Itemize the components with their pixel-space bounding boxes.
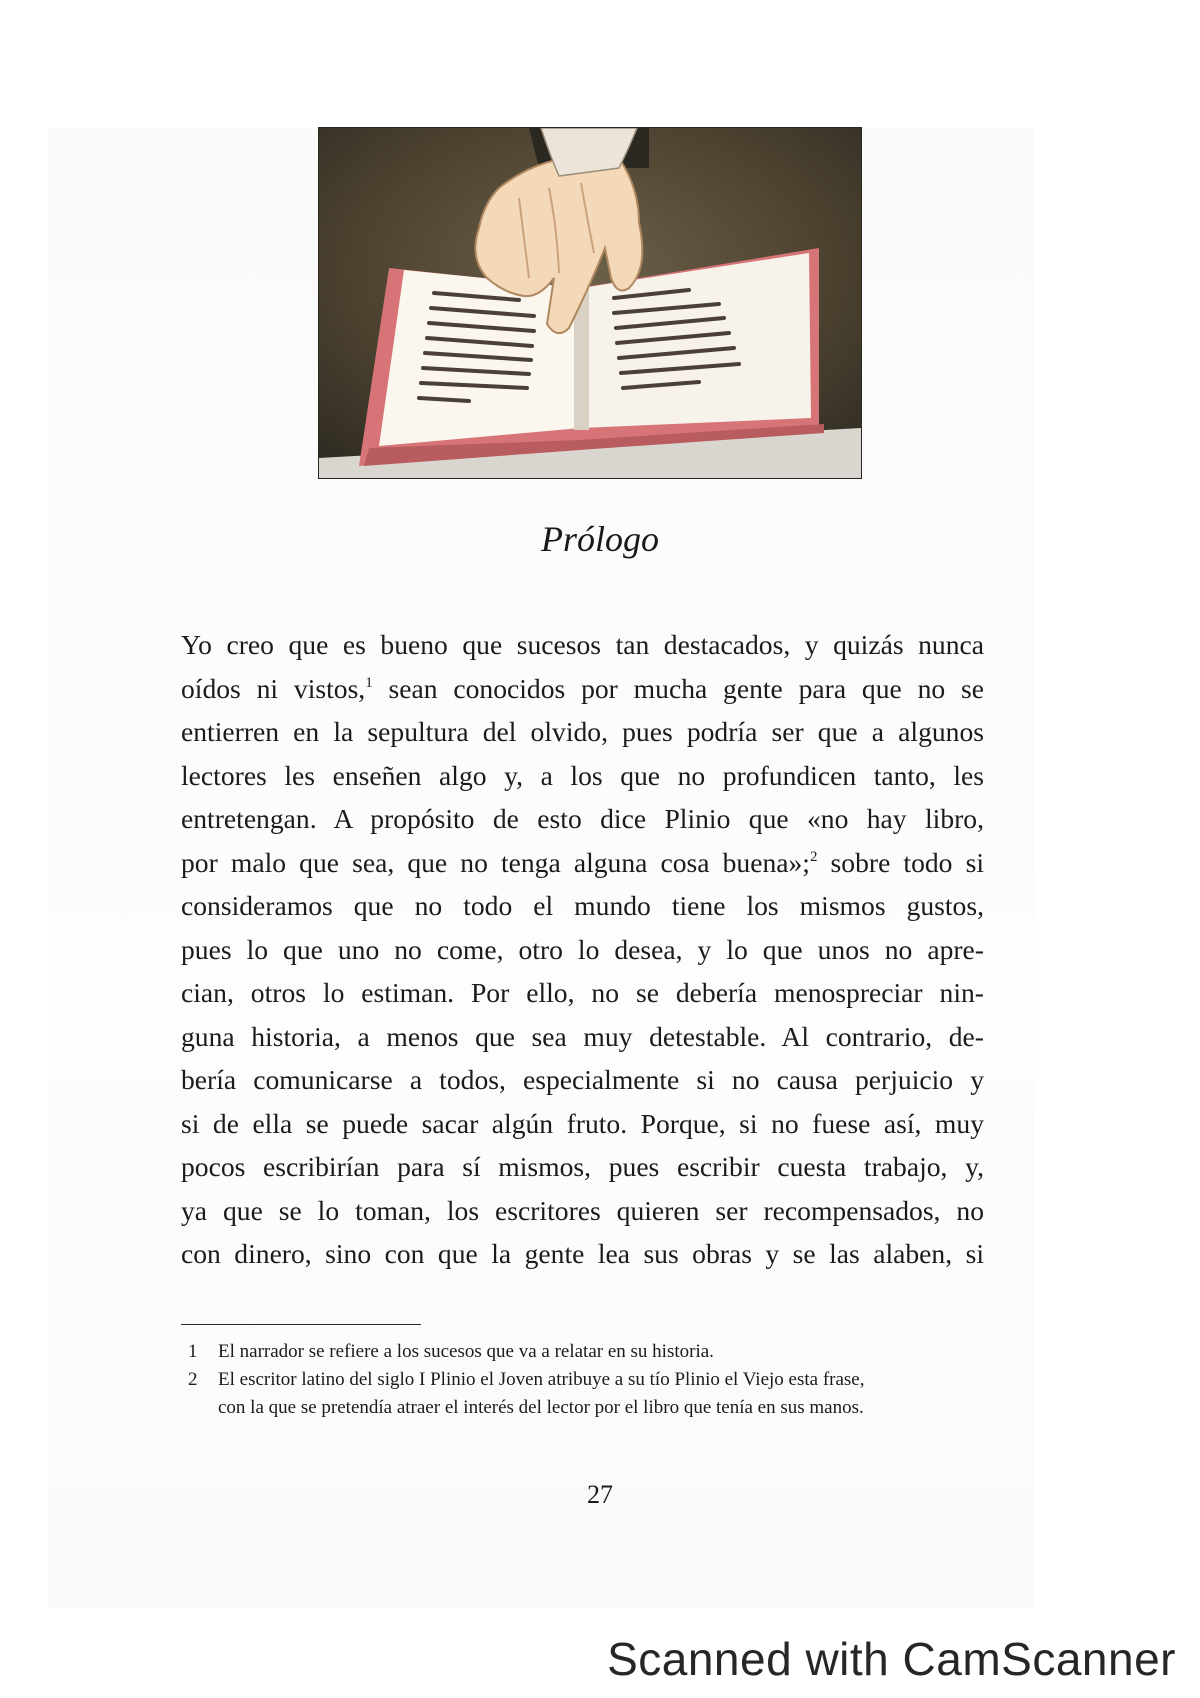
text-line: consideramos que no todo el mundo tiene los mismos gustos, bbox=[181, 890, 984, 921]
footnote-number: 2 bbox=[188, 1369, 198, 1390]
footnote-text bbox=[218, 1338, 988, 1366]
text-line: lectores les enseñen algo y, a los que no profundicen tanto, les bbox=[181, 759, 984, 791]
text-line: bería comunicarse a todos, especialmente si no causa perjuicio y bbox=[181, 1064, 984, 1095]
text-line: pues lo que uno no come, otro lo desea, y lo que unos no apre- bbox=[181, 933, 984, 965]
text-line: oídos ni vistos,$^1$ sean conocidos por mucha gente para que no se bbox=[181, 672, 984, 704]
footnote-line: El escritor latino del siglo I Plinio el Joven atribuye a su tío Plinio el Viejo esta frase, bbox=[218, 1369, 865, 1390]
text-line: si de ella se puede sacar algún fruto. Porque, si no fuese así, muy bbox=[181, 1107, 984, 1139]
footnote-line: con la que se pretendía atraer el interés del lector por el libro que tenía en sus manos. bbox=[218, 1397, 864, 1418]
text-line: ya que se lo toman, los escritores quieren ser recompensados, no bbox=[181, 1194, 984, 1226]
text-line: Yo creo que es bueno que sucesos tan destacados, y quizás nunca bbox=[181, 629, 984, 660]
text-line: entierren en la sepultura del olvido, pues podría ser que a algunos bbox=[181, 716, 984, 747]
footnotes bbox=[188, 1338, 988, 1422]
text-line: cian, otros lo estiman. Por ello, no se debería menospreciar nin- bbox=[181, 977, 984, 1008]
footnote-item bbox=[188, 1366, 988, 1422]
text-line: por malo que sea, que no tenga alguna cosa buena»;$^2$ sobre todo si bbox=[181, 846, 984, 878]
footnote-text bbox=[218, 1366, 988, 1422]
page-number: 27 bbox=[587, 1480, 613, 1509]
text-line: pocos escribirían para sí mismos, pues escribir cuesta trabajo, y, bbox=[181, 1151, 984, 1182]
body-paragraph bbox=[181, 623, 984, 1276]
camscanner-watermark: Scanned with CamScanner bbox=[607, 1633, 1176, 1685]
footnote-divider bbox=[181, 1324, 421, 1325]
text-line: guna historia, a menos que sea muy detestable. Al contrario, de- bbox=[181, 1020, 984, 1052]
footnote-line: El narrador se refiere a los sucesos que va a relatar en su historia. bbox=[218, 1341, 714, 1362]
chapter-title: Prólogo bbox=[540, 519, 659, 559]
footnote-ref: 2 bbox=[809, 848, 818, 865]
footnote-number: 1 bbox=[188, 1341, 198, 1362]
footnote-item bbox=[188, 1338, 988, 1366]
book-illustration bbox=[318, 127, 862, 479]
footnote-ref: 1 bbox=[365, 674, 373, 691]
text-line: entretengan. A propósito de esto dice Plinio que «no hay libro, bbox=[181, 803, 984, 834]
text-line: con dinero, sino con que la gente lea sus obras y se las alaben, si bbox=[181, 1238, 984, 1269]
